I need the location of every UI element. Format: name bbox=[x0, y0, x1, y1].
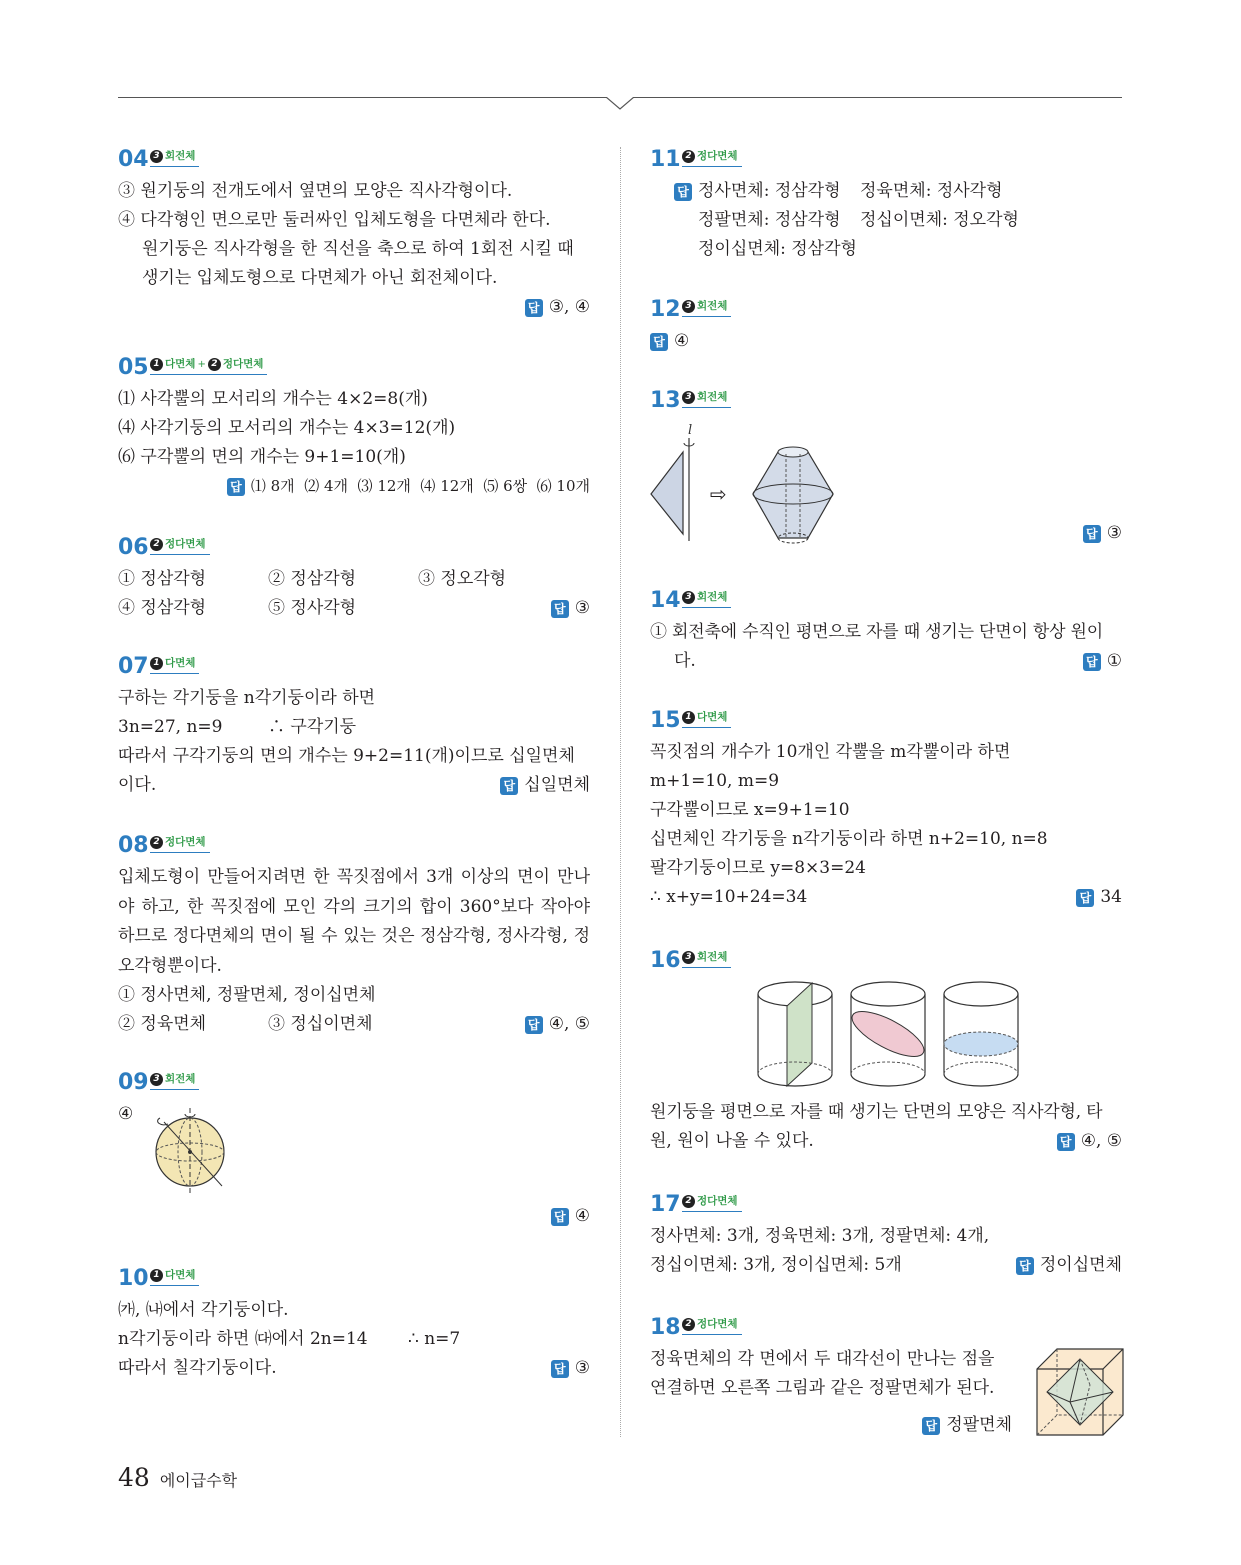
svg-text:l: l bbox=[688, 423, 693, 438]
solution-line: 따라서 칠각기둥이다. 답 ③ bbox=[118, 1354, 590, 1383]
answer-icon: 답 bbox=[500, 777, 518, 795]
solution-line: 정이십면체: 정삼각형 bbox=[698, 239, 857, 259]
answer: ③ bbox=[574, 1358, 590, 1378]
topic-tag: 3 회전체 bbox=[682, 950, 731, 968]
answer: 답 ④ bbox=[551, 1202, 590, 1231]
problem-number: 14 bbox=[650, 588, 681, 613]
answer: 답 ⑴ 8개 ⑵ 4개 ⑶ 12개 ⑷ 12개 ⑸ 6쌍 ⑹ 10개 bbox=[118, 472, 590, 501]
answer-icon: 답 bbox=[551, 1208, 569, 1226]
solution-line: 팔각기둥이므로 y=8×3=24 bbox=[650, 858, 866, 878]
column-divider bbox=[620, 147, 621, 1437]
problem-13 bbox=[650, 388, 1122, 543]
topic-tag: 3 회전체 bbox=[682, 299, 731, 317]
problem-04 bbox=[118, 147, 590, 322]
solution-line: ② 정육면체 ③ 정십이면체 답 ④, ⑤ bbox=[118, 1010, 590, 1039]
answer: 답 ④ bbox=[650, 327, 1122, 356]
solution-line: 원기둥을 평면으로 자를 때 생기는 단면의 모양은 직사각형, 타 bbox=[650, 1102, 1103, 1122]
cylinder-sections-figure bbox=[755, 980, 1030, 1092]
solution-line: ① 정사면체, 정팔면체, 정이십면체 bbox=[118, 985, 376, 1005]
solution-line: ③ 원기둥의 전개도에서 옆면의 모양은 직사각형이다. bbox=[118, 181, 513, 201]
choice-row: ④ 정삼각형 ⑤ 정사각형 답 ③ bbox=[118, 594, 590, 623]
problem-09 bbox=[118, 1070, 590, 1226]
solution-paragraph: 입체도형이 만들어지려면 한 꼭짓점에서 3개 이상의 면이 만나야 하고, 한 꼭짓점에 모인 각의 크기의 합이 360°보다 작아야 하므로 정다면체의 면이 될 수 있는 것은 정삼각형, 정사각형, 정오각형뿐이다. bbox=[118, 867, 590, 976]
page-footer bbox=[118, 1463, 237, 1492]
problem-number: 17 bbox=[650, 1192, 681, 1217]
problem-10 bbox=[118, 1266, 590, 1383]
answer: 십일면체 bbox=[524, 775, 590, 795]
problem-18 bbox=[650, 1315, 1122, 1435]
answer: 답 정팔면체 bbox=[922, 1411, 1012, 1440]
answer-icon: 답 bbox=[1076, 889, 1094, 907]
solution-line: ⑹ 구각뿔의 면의 개수는 9+1=10(개) bbox=[118, 447, 406, 467]
cube-octahedron-figure bbox=[1035, 1347, 1125, 1437]
choice-label: ④ bbox=[118, 1104, 134, 1124]
topic-tag: 1 다면체 bbox=[150, 1268, 199, 1286]
cylinder-vertical-cut bbox=[758, 982, 832, 1086]
solution-line: ㈎, ㈏에서 각기둥이다. bbox=[118, 1300, 289, 1320]
answer-icon: 답 bbox=[551, 1360, 569, 1378]
problem-05 bbox=[118, 355, 590, 501]
solution-line: 정육면체의 각 면에서 두 대각선이 만나는 점을 bbox=[650, 1349, 995, 1369]
solution-line: 십면체인 각기둥을 n각기둥이라 하면 n+2=10, n=8 bbox=[650, 829, 1048, 849]
answer: ④, ⑤ bbox=[548, 1014, 590, 1034]
answer-icon: 답 bbox=[922, 1417, 940, 1435]
arrow-icon: ⇨ bbox=[710, 482, 727, 506]
answer-icon: 답 bbox=[551, 600, 569, 618]
solution-line: 정팔면체: 정삼각형 정십이면체: 정오각형 bbox=[698, 210, 1019, 230]
answer-icon: 답 bbox=[227, 478, 245, 496]
solution-line: ① 회전축에 수직인 평면으로 자를 때 생기는 단면이 항상 원이 bbox=[650, 622, 1103, 642]
solution-line: 생기는 입체도형으로 다면체가 아닌 회전체이다. bbox=[142, 268, 498, 288]
solution-line: 다. 답 ① bbox=[650, 647, 1122, 676]
answer: ① bbox=[1106, 651, 1122, 671]
answer: 정이십면체 bbox=[1039, 1255, 1122, 1275]
problem-17 bbox=[650, 1192, 1122, 1280]
topic-tag: 3 회전체 bbox=[150, 1072, 199, 1090]
cylinder-oblique-cut bbox=[846, 982, 930, 1086]
solution-line: ④ 다각형인 면으로만 둘러싸인 입체도형을 다면체라 한다. bbox=[118, 210, 551, 230]
trapezoid-figure bbox=[650, 420, 710, 542]
topic-tag: 3 회전체 bbox=[150, 149, 199, 167]
solution-line: ⑴ 사각뿔의 모서리의 개수는 4×2=8(개) bbox=[118, 389, 428, 409]
problem-number: 08 bbox=[118, 833, 149, 858]
answer: 34 bbox=[1100, 887, 1122, 907]
solution-line: 정십이면체: 3개, 정이십면체: 5개 답 정이십면체 bbox=[650, 1251, 1122, 1280]
solution-line: 구각뿔이므로 x=9+1=10 bbox=[650, 800, 850, 820]
answer-icon: 답 bbox=[525, 299, 543, 317]
solution-line: 따라서 구각기둥의 면의 개수는 9+2=11(개)이므로 십일면체 bbox=[118, 746, 575, 766]
solution-line: 정사면체: 3개, 정육면체: 3개, 정팔면체: 4개, bbox=[650, 1226, 990, 1246]
answer-icon: 답 bbox=[650, 333, 668, 351]
topic-tag: 2 정다면체 bbox=[150, 537, 210, 555]
problem-number: 10 bbox=[118, 1266, 149, 1291]
topic-tag: 2 정다면체 bbox=[682, 1194, 742, 1212]
problem-number: 16 bbox=[650, 948, 681, 973]
solution-line: n각기둥이라 하면 ㈐에서 2n=14 ∴ n=7 bbox=[118, 1329, 461, 1349]
book-title: 에이급수학 bbox=[159, 1471, 238, 1490]
solution-line: 꼭짓점의 개수가 10개인 각뿔을 m각뿔이라 하면 bbox=[650, 742, 1011, 762]
problem-number: 13 bbox=[650, 388, 681, 413]
problem-number: 18 bbox=[650, 1315, 681, 1340]
solution-line: 원, 원이 나올 수 있다. 답 ④, ⑤ bbox=[650, 1127, 1122, 1156]
problem-number: 05 bbox=[118, 355, 149, 380]
problem-14 bbox=[650, 588, 1122, 676]
answer: ④, ⑤ bbox=[1080, 1131, 1122, 1151]
answer: 답 ③ bbox=[1083, 519, 1122, 548]
topic-tag: 2 정다면체 bbox=[682, 149, 742, 167]
problem-number: 12 bbox=[650, 297, 681, 322]
topic-tag: 1 다면체 bbox=[682, 710, 731, 728]
solution-line: 이다. 답 십일면체 bbox=[118, 771, 590, 800]
problem-08 bbox=[118, 833, 590, 1039]
answer-icon: 답 bbox=[1083, 525, 1101, 543]
problem-06 bbox=[118, 535, 590, 623]
topic-tag: 1 다면체 + 2 정다면체 bbox=[150, 357, 267, 375]
solution-line: 3n=27, n=9 ∴ 구각기둥 bbox=[118, 717, 357, 737]
problem-number: 04 bbox=[118, 147, 149, 172]
solution-line: 답 정사면체: 정삼각형 정육면체: 정사각형 bbox=[650, 177, 1122, 206]
page-number: 48 bbox=[118, 1463, 150, 1492]
answer-icon: 답 bbox=[1016, 1257, 1034, 1275]
answer-icon: 답 bbox=[1057, 1133, 1075, 1151]
problem-number: 06 bbox=[118, 535, 149, 560]
solution-line: 구하는 각기둥을 n각기둥이라 하면 bbox=[118, 688, 376, 708]
solution-line: ⑷ 사각기둥의 모서리의 개수는 4×3=12(개) bbox=[118, 418, 456, 438]
answer-icon: 답 bbox=[525, 1016, 543, 1034]
solution-line: ∴ x+y=10+24=34 답 34 bbox=[650, 883, 1122, 912]
topic-tag: 2 정다면체 bbox=[682, 1317, 742, 1335]
topic-tag: 3 회전체 bbox=[682, 590, 731, 608]
solution-line: m+1=10, m=9 bbox=[650, 771, 780, 791]
answer-icon: 답 bbox=[674, 183, 692, 201]
answer-icon: 답 bbox=[1083, 653, 1101, 671]
problem-number: 09 bbox=[118, 1070, 149, 1095]
solution-line: 연결하면 오른쪽 그림과 같은 정팔면체가 된다. bbox=[650, 1378, 995, 1398]
answer: 답 ③, ④ bbox=[118, 293, 590, 322]
problem-number: 11 bbox=[650, 147, 681, 172]
cylinder-horizontal-cut bbox=[944, 982, 1018, 1086]
problem-15 bbox=[650, 708, 1122, 912]
double-cone-figure bbox=[748, 446, 838, 546]
problem-12 bbox=[650, 297, 1122, 356]
header-notch bbox=[606, 97, 634, 111]
solution-line: 원기둥은 직사각형을 한 직선을 축으로 하여 1회전 시킬 때 bbox=[142, 239, 574, 259]
problem-11 bbox=[650, 147, 1122, 264]
problem-number: 15 bbox=[650, 708, 681, 733]
answer: ③ bbox=[574, 598, 590, 618]
problem-07 bbox=[118, 654, 590, 800]
problem-number: 07 bbox=[118, 654, 149, 679]
problem-16 bbox=[650, 948, 1122, 1151]
topic-tag: 3 회전체 bbox=[682, 390, 731, 408]
choice-row: ① 정삼각형 ② 정삼각형 ③ 정오각형 bbox=[118, 569, 507, 589]
sphere-figure bbox=[136, 1104, 236, 1194]
topic-tag: 2 정다면체 bbox=[150, 835, 210, 853]
topic-tag: 1 다면체 bbox=[150, 656, 199, 674]
